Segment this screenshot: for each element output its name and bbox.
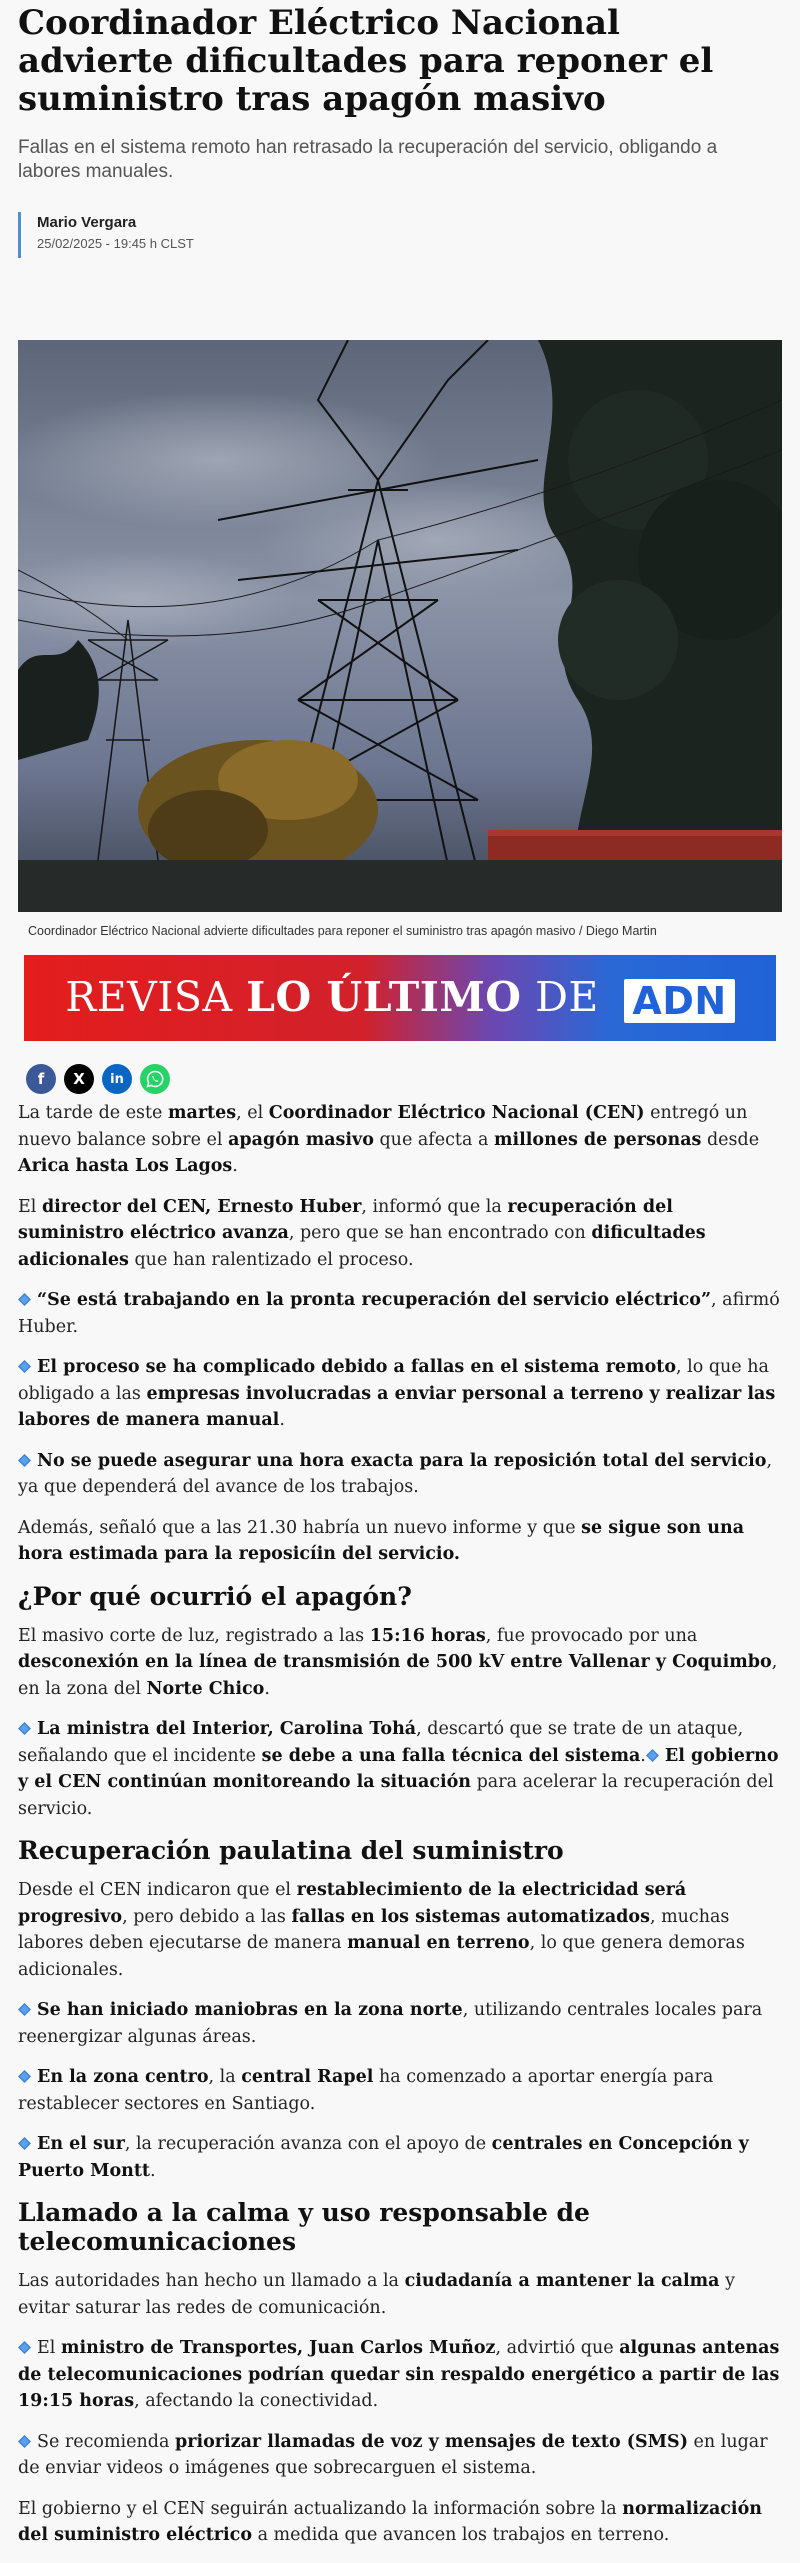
text-run: entregó un nuevo balance sobre el: [18, 1103, 748, 1150]
article-paragraph: [18, 2335, 782, 2415]
text-run: .: [264, 1678, 270, 1699]
article-paragraph: [18, 1194, 782, 1274]
blue-diamond-icon: [18, 1717, 31, 1730]
text-run: .: [150, 2160, 156, 2181]
text-run: a medida que avancen los trabajos en terreno.: [252, 2525, 670, 2545]
blue-diamond-icon: [18, 1288, 31, 1301]
page-title: Coordinador Eléctrico Nacional advierte dificultades para reponer el suministro tras apagón masivo: [18, 3, 714, 119]
text-run: , la recuperación avanza con el apoyo de: [124, 2134, 492, 2154]
text-run: , ya que dependerá del avance de los trabajos.: [18, 1450, 773, 1497]
bold-text: se sigue son una hora estimada para la reposicíin del servicio.: [18, 1517, 745, 1564]
bold-text: algunas antenas de telecomunicaciones podrían quedar sin respaldo energético a partir de las 19:15 horas: [18, 2338, 780, 2411]
linkedin-share-icon[interactable]: in: [102, 1064, 132, 1094]
blue-diamond-icon: [18, 1449, 31, 1462]
article-paragraph: [18, 1623, 782, 1703]
banner-text-2: LO ÚLTIMO: [246, 973, 522, 1022]
text-run: , muchas labores deben ejecutarse de manera: [18, 1906, 730, 1953]
text-run: Desde el CEN indicaron que el: [18, 1880, 297, 1900]
adn-logo: ADN: [624, 979, 734, 1023]
bold-text: se debe a una falla técnica del sistema: [261, 1745, 641, 1766]
text-run: Se recomienda: [37, 2431, 175, 2452]
bold-text: No se puede asegurar una hora exacta para la reposición total del servicio: [37, 1450, 767, 1471]
article-body: [18, 1100, 782, 2563]
text-run: y evitar saturar las redes de comunicación.: [18, 2271, 735, 2318]
article-paragraph: [18, 1716, 782, 1822]
bold-text: La ministra del Interior, Carolina Tohá: [37, 1719, 417, 1739]
text-run: , fue provocado por una: [485, 1625, 698, 1646]
blue-diamond-icon: [18, 2065, 31, 2078]
byline: [18, 212, 194, 258]
bold-text: martes: [167, 1103, 237, 1123]
article-paragraph: [18, 1448, 782, 1501]
text-run: .: [640, 1745, 646, 1766]
text-run: que han ralentizado el proceso.: [128, 1249, 414, 1270]
text-run: , pero que se han encontrado con: [288, 1223, 592, 1243]
article-paragraph: [18, 2429, 782, 2482]
blue-diamond-icon: [18, 2336, 31, 2349]
text-run: Además, señaló que a las 21.30 habría un nuevo informe y que: [18, 1517, 582, 1538]
text-run: , pero debido a las: [122, 1906, 292, 1927]
article-paragraph: [18, 2064, 782, 2117]
bold-text: El proceso se ha complicado debido a fallas en el sistema remoto: [37, 1357, 676, 1377]
text-run: que afecta a: [373, 1129, 494, 1150]
text-run: , afectando la conectividad.: [134, 2391, 379, 2411]
bold-text: El gobierno y el CEN continúan monitoreando la situación: [18, 1745, 779, 1792]
bold-text: normalización del suministro eléctrico: [18, 2498, 762, 2545]
banner-text: [65, 973, 734, 1023]
bold-text: 15:16 horas: [369, 1625, 486, 1646]
bold-text: “Se está trabajando en la pronta recuperación del servicio eléctrico”: [37, 1290, 712, 1310]
text-run: El gobierno y el CEN seguirán actualizando la información sobre la: [18, 2498, 623, 2519]
text-run: , el: [236, 1103, 269, 1123]
blue-diamond-icon: [18, 2132, 31, 2145]
publish-date: 25/02/2025 - 19:45 h CLST: [37, 236, 194, 251]
share-bar: [26, 1064, 170, 1094]
text-run: , la: [208, 2067, 242, 2087]
bold-text: apagón masivo: [228, 1129, 374, 1150]
bold-text: Norte Chico: [146, 1678, 265, 1699]
blue-diamond-icon: [18, 1355, 31, 1368]
text-run: El: [18, 1196, 42, 1217]
text-run: El: [37, 2338, 61, 2358]
article-paragraph: [18, 1877, 782, 1983]
whatsapp-share-icon[interactable]: [140, 1064, 170, 1094]
article-paragraph: [18, 1515, 782, 1568]
text-run: El masivo corte de luz, registrado a las: [18, 1625, 370, 1646]
text-run: , informó que la: [361, 1196, 508, 1217]
bold-text: dificultades adicionales: [18, 1223, 706, 1270]
text-run: , en la zona del: [18, 1652, 778, 1699]
whatsapp-icon: [146, 1070, 164, 1088]
article-paragraph: [18, 1997, 782, 2050]
bold-text: En el sur: [37, 2134, 125, 2154]
section-heading: Llamado a la calma y uso responsable de telecomunicaciones: [18, 2198, 590, 2256]
bold-text: desconexión en la línea de transmisión de 500 kV entre Vallenar y Coquimbo: [18, 1652, 772, 1672]
bold-text: ministro de Transportes, Juan Carlos Muñoz: [60, 2338, 496, 2358]
bold-text: En la zona centro: [37, 2067, 209, 2087]
text-run: , advirtió que: [495, 2338, 620, 2358]
article-paragraph: [18, 2131, 782, 2184]
article-paragraph: [18, 2496, 782, 2549]
hero-image: [18, 340, 782, 912]
text-run: .: [279, 1410, 285, 1430]
banner-text-1: REVISA: [65, 973, 247, 1022]
article-paragraph: [18, 1354, 782, 1434]
text-run: Las autoridades han hecho un llamado a la: [18, 2271, 405, 2291]
bold-text: restablecimiento de la electricidad será progresivo: [18, 1880, 687, 1927]
section-heading: Recuperación paulatina del suministro: [18, 1836, 564, 1865]
banner-text-3: DE: [521, 973, 613, 1022]
text-run: , lo que genera demoras adicionales.: [18, 1933, 745, 1980]
section-heading: ¿Por qué ocurrió el apagón?: [18, 1581, 412, 1611]
x-share-icon[interactable]: X: [64, 1064, 94, 1094]
article-subtitle: Fallas en el sistema remoto han retrasado la recuperación del servicio, obligando a labores manuales.: [18, 137, 718, 182]
bold-text: empresas involucradas a enviar personal a terreno y realizar las labores de manera manual: [18, 1383, 776, 1430]
text-run: , descartó que se trate de un ataque, señalando que el incidente: [18, 1719, 744, 1766]
bold-text: Arica hasta Los Lagos: [18, 1156, 233, 1176]
article-paragraph: [18, 2268, 782, 2321]
author-name[interactable]: Mario Vergara: [37, 214, 137, 231]
bold-text: central Rapel: [241, 2067, 374, 2087]
bold-text: recuperación del suministro eléctrico avanza: [18, 1196, 673, 1243]
bold-text: Coordinador Eléctrico Nacional (CEN): [268, 1103, 645, 1123]
bold-text: director del CEN, Ernesto Huber: [41, 1196, 362, 1217]
text-run: desde: [701, 1129, 760, 1150]
image-caption: Coordinador Eléctrico Nacional advierte dificultades para reponer el suministro tras apagón masivo / Diego Martin: [28, 924, 657, 938]
text-run: , afirmó Huber.: [18, 1290, 780, 1337]
text-run: en lugar de enviar videos o imágenes que sobrecarguen el sistema.: [18, 2431, 768, 2478]
revisa-adn-banner[interactable]: [24, 955, 776, 1041]
text-run: La tarde de este: [18, 1103, 168, 1123]
bold-text: priorizar llamadas de voz y mensajes de texto (SMS): [174, 2431, 688, 2452]
text-run: ha comenzado a aportar energía para restablecer sectores en Santiago.: [18, 2067, 714, 2114]
bold-text: manual en terreno: [347, 1933, 530, 1953]
text-run: , lo que ha obligado a las: [18, 1357, 769, 1404]
power-tower-photo: [18, 340, 782, 912]
blue-diamond-icon: [18, 2430, 31, 2443]
blue-diamond-icon: [18, 1998, 31, 2011]
bold-text: millones de personas: [493, 1129, 702, 1150]
bold-text: centrales en Concepción y Puerto Montt: [18, 2134, 749, 2181]
text-run: para acelerar la recuperación del servicio.: [18, 1772, 774, 1819]
text-run: , utilizando centrales locales para reenergizar algunas áreas.: [18, 2000, 763, 2047]
article-paragraph: [18, 1287, 782, 1340]
bold-text: ciudadanía a mantener la calma: [404, 2271, 720, 2291]
facebook-share-icon[interactable]: f: [26, 1064, 56, 1094]
bold-text: fallas en los sistemas automatizados: [291, 1906, 650, 1927]
text-run: .: [232, 1156, 238, 1176]
article-paragraph: [18, 1100, 782, 1180]
blue-diamond-icon: [646, 1744, 659, 1757]
bold-text: Se han iniciado maniobras en la zona norte: [37, 2000, 463, 2020]
